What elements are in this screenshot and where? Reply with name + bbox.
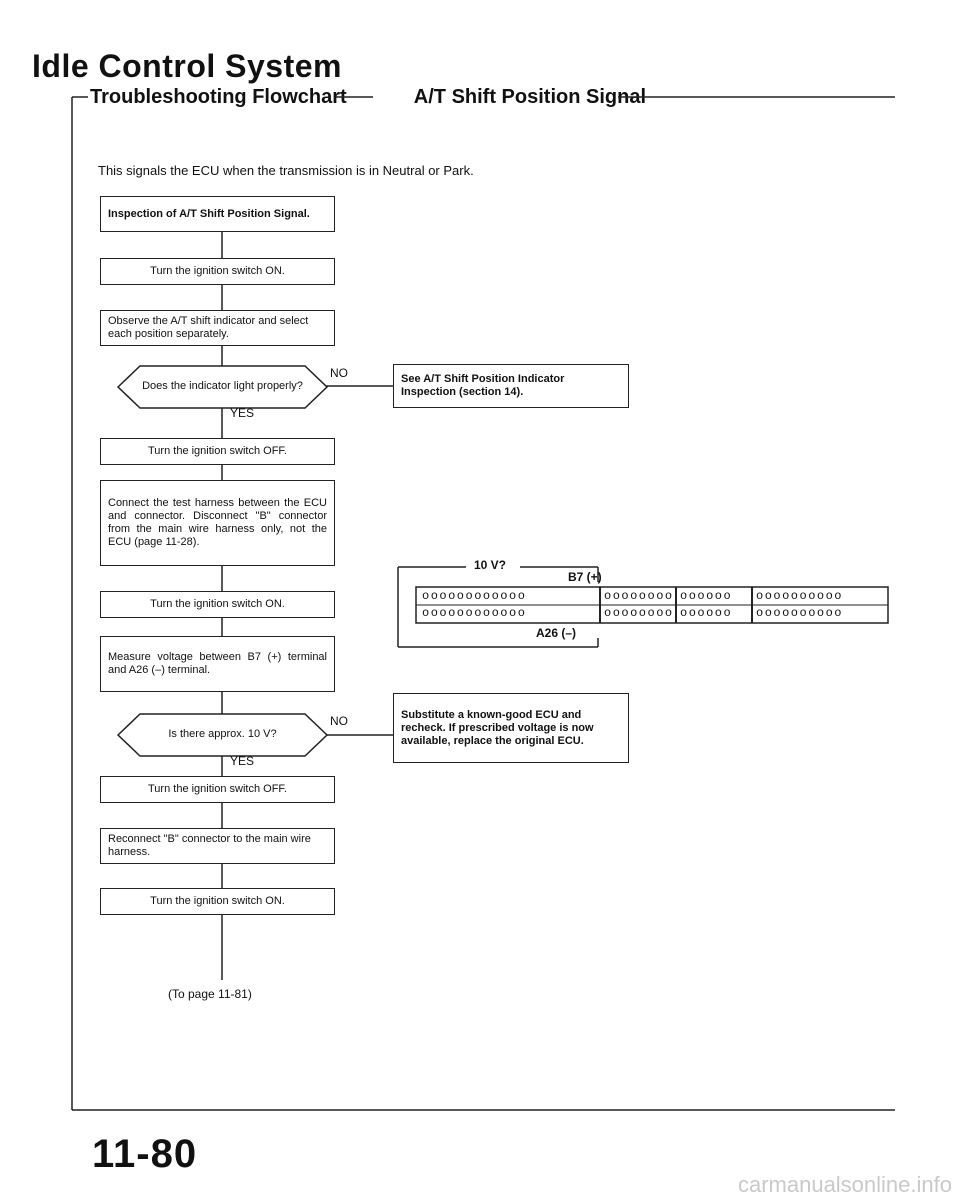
decision2-yes-label: YES: [230, 754, 255, 768]
decision-indicator-label: Does the indicator light properly?: [142, 380, 303, 392]
step-reconnect-connector: Reconnect "B" connector to the main wire harness.: [100, 828, 335, 864]
step-ignition-off-2: Turn the ignition switch OFF.: [100, 776, 335, 803]
step-measure-voltage: Measure voltage between B7 (+) terminal and A26 (–) terminal.: [100, 636, 335, 692]
step-ignition-off-1: Turn the ignition switch OFF.: [100, 438, 335, 465]
connector-row1-seg2: oooooooo: [604, 589, 674, 603]
pin-b7-label: B7 (+): [568, 570, 602, 584]
page-number: 11-80: [92, 1132, 198, 1176]
result-indicator-inspection: See A/T Shift Position Indicator Inspection (section 14).: [393, 364, 629, 408]
step-connect-harness: Connect the test harness between the ECU and connector. Disconnect "B" connector from the main wire harness only, not the ECU (page 11-28).: [100, 480, 335, 566]
connector-row2-seg1: oooooooooooo: [422, 606, 527, 620]
connector-question: 10 V?: [474, 558, 507, 572]
watermark: carmanualsonline.info: [737, 1172, 952, 1197]
decision-voltage-label: Is there approx. 10 V?: [168, 728, 277, 740]
continue-label: (To page 11-81): [168, 987, 252, 1001]
step-inspection: Inspection of A/T Shift Position Signal.: [100, 196, 335, 232]
step-ignition-on-3: Turn the ignition switch ON.: [100, 888, 335, 915]
decision1-yes-label: YES: [230, 406, 255, 420]
connector-row1-seg3: oooooo: [680, 589, 733, 603]
connector-row2-seg4: oooooooooo: [756, 606, 844, 620]
subject-label: A/T Shift Position Signal: [413, 86, 647, 108]
page-title: Idle Control System: [32, 48, 342, 84]
decision2-no-label: NO: [330, 714, 348, 728]
connector-row2-seg3: oooooo: [680, 606, 733, 620]
pin-a26-label: A26 (–): [536, 626, 577, 640]
connector-row1-seg4: oooooooooo: [756, 589, 844, 603]
decision1-no-label: NO: [330, 366, 348, 380]
section-label: Troubleshooting Flowchart: [90, 86, 347, 108]
step-ignition-on-2: Turn the ignition switch ON.: [100, 591, 335, 618]
connector-row2-seg2: oooooooo: [604, 606, 674, 620]
step-ignition-on-1: Turn the ignition switch ON.: [100, 258, 335, 285]
intro-text: This signals the ECU when the transmission is in Neutral or Park.: [98, 163, 474, 178]
step-observe-indicator: Observe the A/T shift indicator and select each position separately.: [100, 310, 335, 346]
result-substitute-ecu: Substitute a known-good ECU and recheck. If prescribed voltage is now available, replace the original ECU.: [393, 693, 629, 763]
connector-row1-seg1: oooooooooooo: [422, 589, 527, 603]
